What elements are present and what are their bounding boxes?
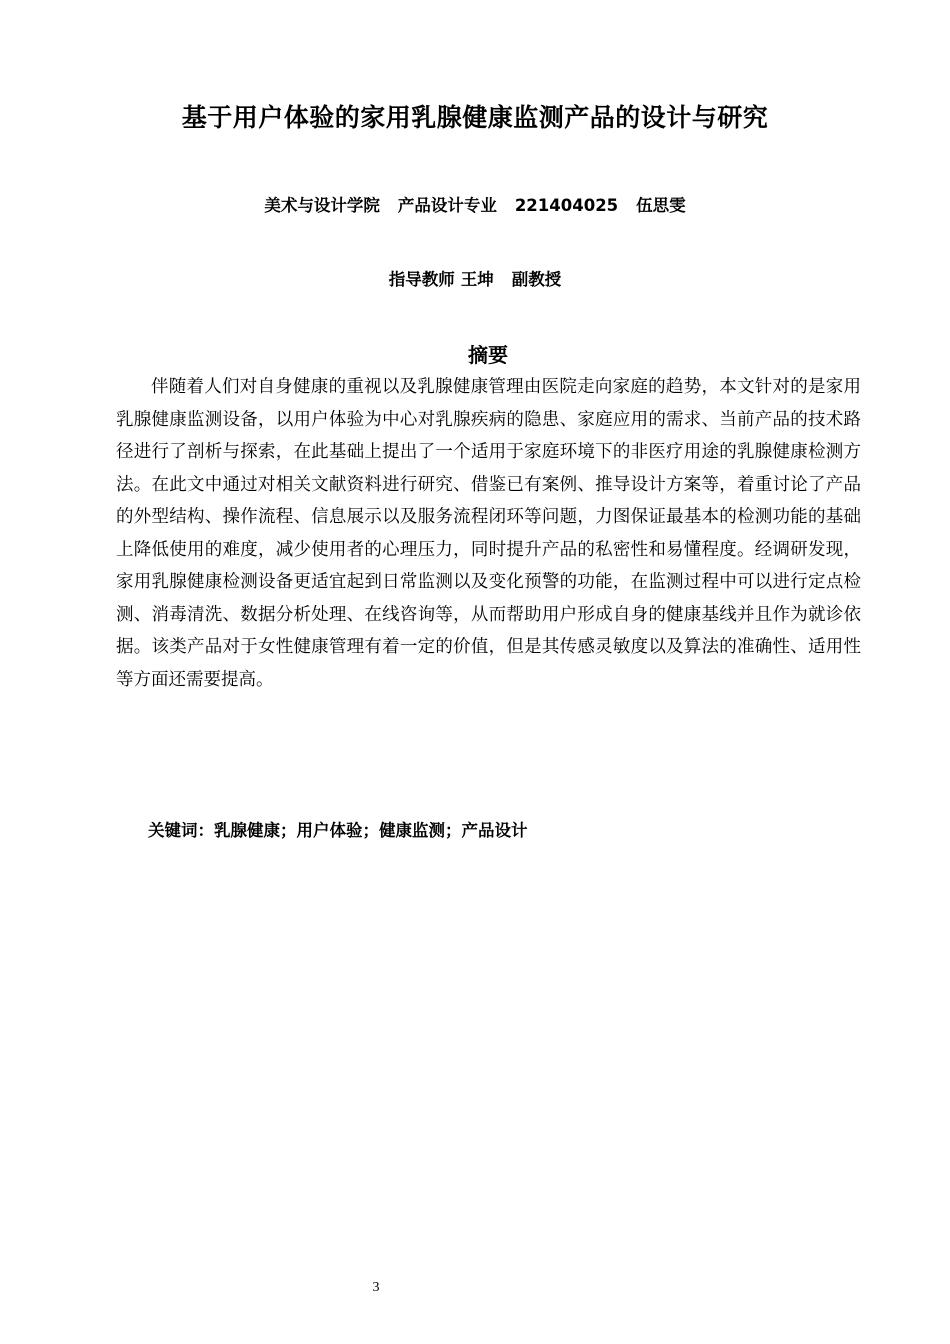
paper-title: 基于用户体验的家用乳腺健康监测产品的设计与研究 [181, 103, 769, 132]
advisor-line [0, 268, 950, 292]
page-number: 3 [372, 1280, 380, 1295]
author-line [0, 194, 950, 218]
advisor-label: 指导教师 [388, 270, 455, 289]
author-name: 伍思雯 [636, 196, 686, 215]
abstract-body: 伴随着人们对自身健康的重视以及乳腺健康管理由医院走向家庭的趋势，本文针对的是家用乳腺健康监测设备，以用户体验为中心对乳腺疾病的隐患、家庭应用的需求、当前产品的技术路径进行了剖析与探索，在此基础上提出了一个适用于家庭环境下的非医疗用途的乳腺健康检测方法。在此文中通过对相关文献资料进行研究、借鉴已有案例、推导设计方案等，着重讨论了产品的外型结构、操作流程、信息展示以及服务流程闭环等问题，力图保证最基本的检测功能的基础上降低使用的难度，减少使用者的心理压力，同时提升产品的私密性和易懂程度。经调研发现，家用乳腺健康检测设备更适宜起到日常监测以及变化预警的功能，在监测过程中可以进行定点检测、消毒清洗、数据分析处理、在线咨询等，从而帮助用户形成自身的健康基线并且作为就诊依据。该类产品对于女性健康管理有着一定的价值，但是其传感灵敏度以及算法的准确性、适用性等方面还需要提高。 [116, 377, 861, 690]
major-name: 产品设计专业 [397, 196, 497, 215]
advisor-name: 王坤 [460, 270, 494, 289]
abstract-heading: 摘要 [468, 343, 508, 367]
keywords-line: 关键词：乳腺健康；用户体验；健康监测；产品设计 [148, 821, 528, 840]
student-id: 221404025 [514, 196, 619, 215]
advisor-rank: 副教授 [511, 270, 562, 289]
college-name: 美术与设计学院 [264, 196, 380, 215]
